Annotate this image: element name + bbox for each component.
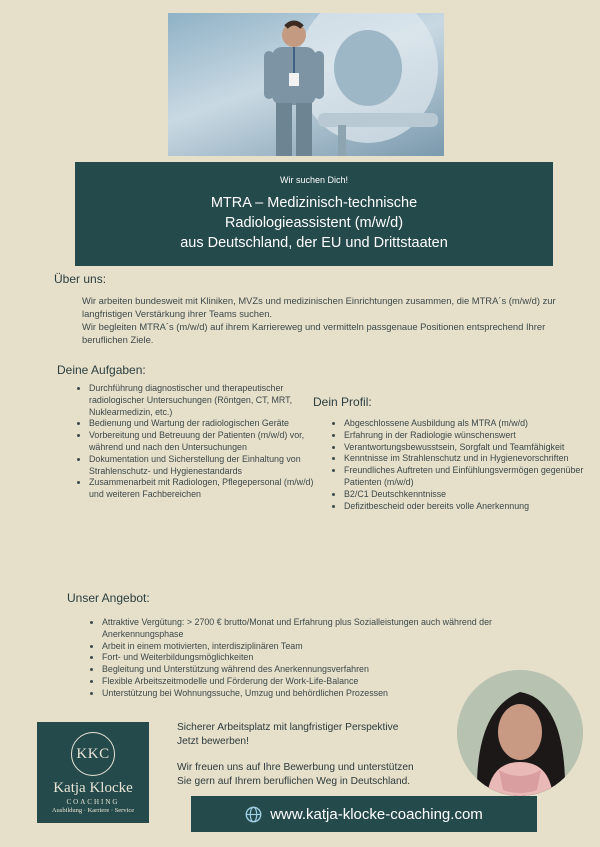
banner-title-line-3: aus Deutschland, der EU und Drittstaaten (180, 235, 448, 251)
profile-heading: Dein Profil: (313, 395, 372, 409)
woman-portrait-illustration (457, 670, 583, 796)
list-item: • Verantwortungsbewusstsein, Sorgfalt und Teamfähigkeit (344, 442, 594, 454)
list-item: • Arbeit in einem motivierten, interdisziplinären Team (102, 641, 532, 653)
title-banner (75, 162, 553, 266)
tasks-heading: Deine Aufgaben: (57, 363, 146, 377)
list-item: • Durchführung diagnostischer und therapeutischer radiologischer Untersuchungen (Röntgen, CT, MRT, Nuklearmedizin, etc.) (89, 383, 315, 418)
list-item: • Kenntnisse im Strahlenschutz und in Hygienevorschriften (344, 453, 594, 465)
list-item: • Begleitung und Unterstützung während des Anerkennungsverfahren (102, 664, 532, 676)
list-item: • Attraktive Vergütung: > 2700 € brutto/Monat und Erfahrung plus Sozialleistungen auch während der Anerkennungsphase (102, 617, 532, 641)
globe-icon (245, 806, 262, 823)
banner-kicker: Wir suchen Dich! (279, 175, 349, 185)
list-item: • Erfahrung in der Radiologie wünschenswert (344, 430, 594, 442)
list-item: • Freundliches Auftreten und Einfühlungsvermögen gegenüber Patienten (m/w/d) (344, 465, 594, 489)
about-heading: Über uns: (54, 272, 107, 286)
banner-title-line-1: MTRA – Medizinisch-technische (210, 195, 418, 211)
contact-portrait (457, 670, 583, 796)
cta-line-3: Wir freuen uns auf Ihre Bewerbung und unterstützen (177, 762, 414, 773)
list-item: • B2/C1 Deutschkenntnisse (344, 489, 594, 501)
about-paragraph-2: Wir begleiten MTRA´s (m/w/d) auf ihrem Karriereweg und vermitteln passgenaue Positionen entsprechend Ihrer beruflichen Ziele. (82, 321, 546, 345)
cta-line-4: Sie gern auf Ihrem beruflichen Weg in Deutschland. (177, 775, 411, 787)
list-item: • Defizitbescheid oder bereits volle Anerkennung (344, 501, 594, 513)
offer-heading: Unser Angebot: (67, 591, 150, 605)
offer-list (88, 617, 532, 700)
logo-tagline: Ausbildung · Karriere · Service (51, 807, 135, 814)
radiologist-illustration (168, 13, 444, 156)
list-item: • Fort- und Weiterbildungsmöglichkeiten (102, 652, 532, 664)
list-item: • Dokumentation und Sicherstellung der Einhaltung von Strahlenschutz- und Hygienestandards (89, 454, 315, 478)
list-item: • Abgeschlossene Ausbildung als MTRA (m/w/d) (344, 418, 594, 430)
list-item: • Vorbereitung und Betreuung der Patienten (m/w/d) vor, während und nach den Untersuchungen (89, 430, 315, 454)
logo-name: Katja Klocke (53, 780, 133, 796)
list-item: • Unterstützung bei Wohnungssuche, Umzug und behördlichen Prozessen (102, 688, 532, 700)
about-paragraph-1: Wir arbeiten bundesweit mit Kliniken, MVZs und medizinischen Einrichtungen zusammen, die MTRA´s (m/w/d) zur langfristigen Verstärkung ihrer Teams suchen. (82, 295, 556, 319)
list-item: • Bedienung und Wartung der radiologischen Geräte (89, 418, 315, 430)
banner-title-line-2: Radiologieassistent (m/w/d) (224, 215, 404, 231)
website-link[interactable]: www.katja-klocke-coaching.com (270, 805, 483, 823)
company-logo (37, 722, 149, 823)
profile-list (330, 418, 594, 512)
website-bar[interactable] (191, 796, 537, 832)
list-item: • Zusammenarbeit mit Radiologen, Pflegepersonal (m/w/d) und weiteren Fachbereichen (89, 477, 315, 501)
list-item: • Flexible Arbeitszeitmodelle und Förderung der Work-Life-Balance (102, 676, 532, 688)
cta-line-2: Jetzt bewerben! (177, 735, 249, 747)
logo-monogram: KKC (71, 732, 115, 776)
hero-photo (168, 13, 444, 156)
logo-coaching: COACHING (66, 798, 120, 806)
about-text (82, 294, 587, 346)
cta-line-1: Sicherer Arbeitsplatz mit langfristiger Perspektive (177, 722, 399, 733)
tasks-list (75, 383, 315, 501)
call-to-action (177, 721, 467, 788)
